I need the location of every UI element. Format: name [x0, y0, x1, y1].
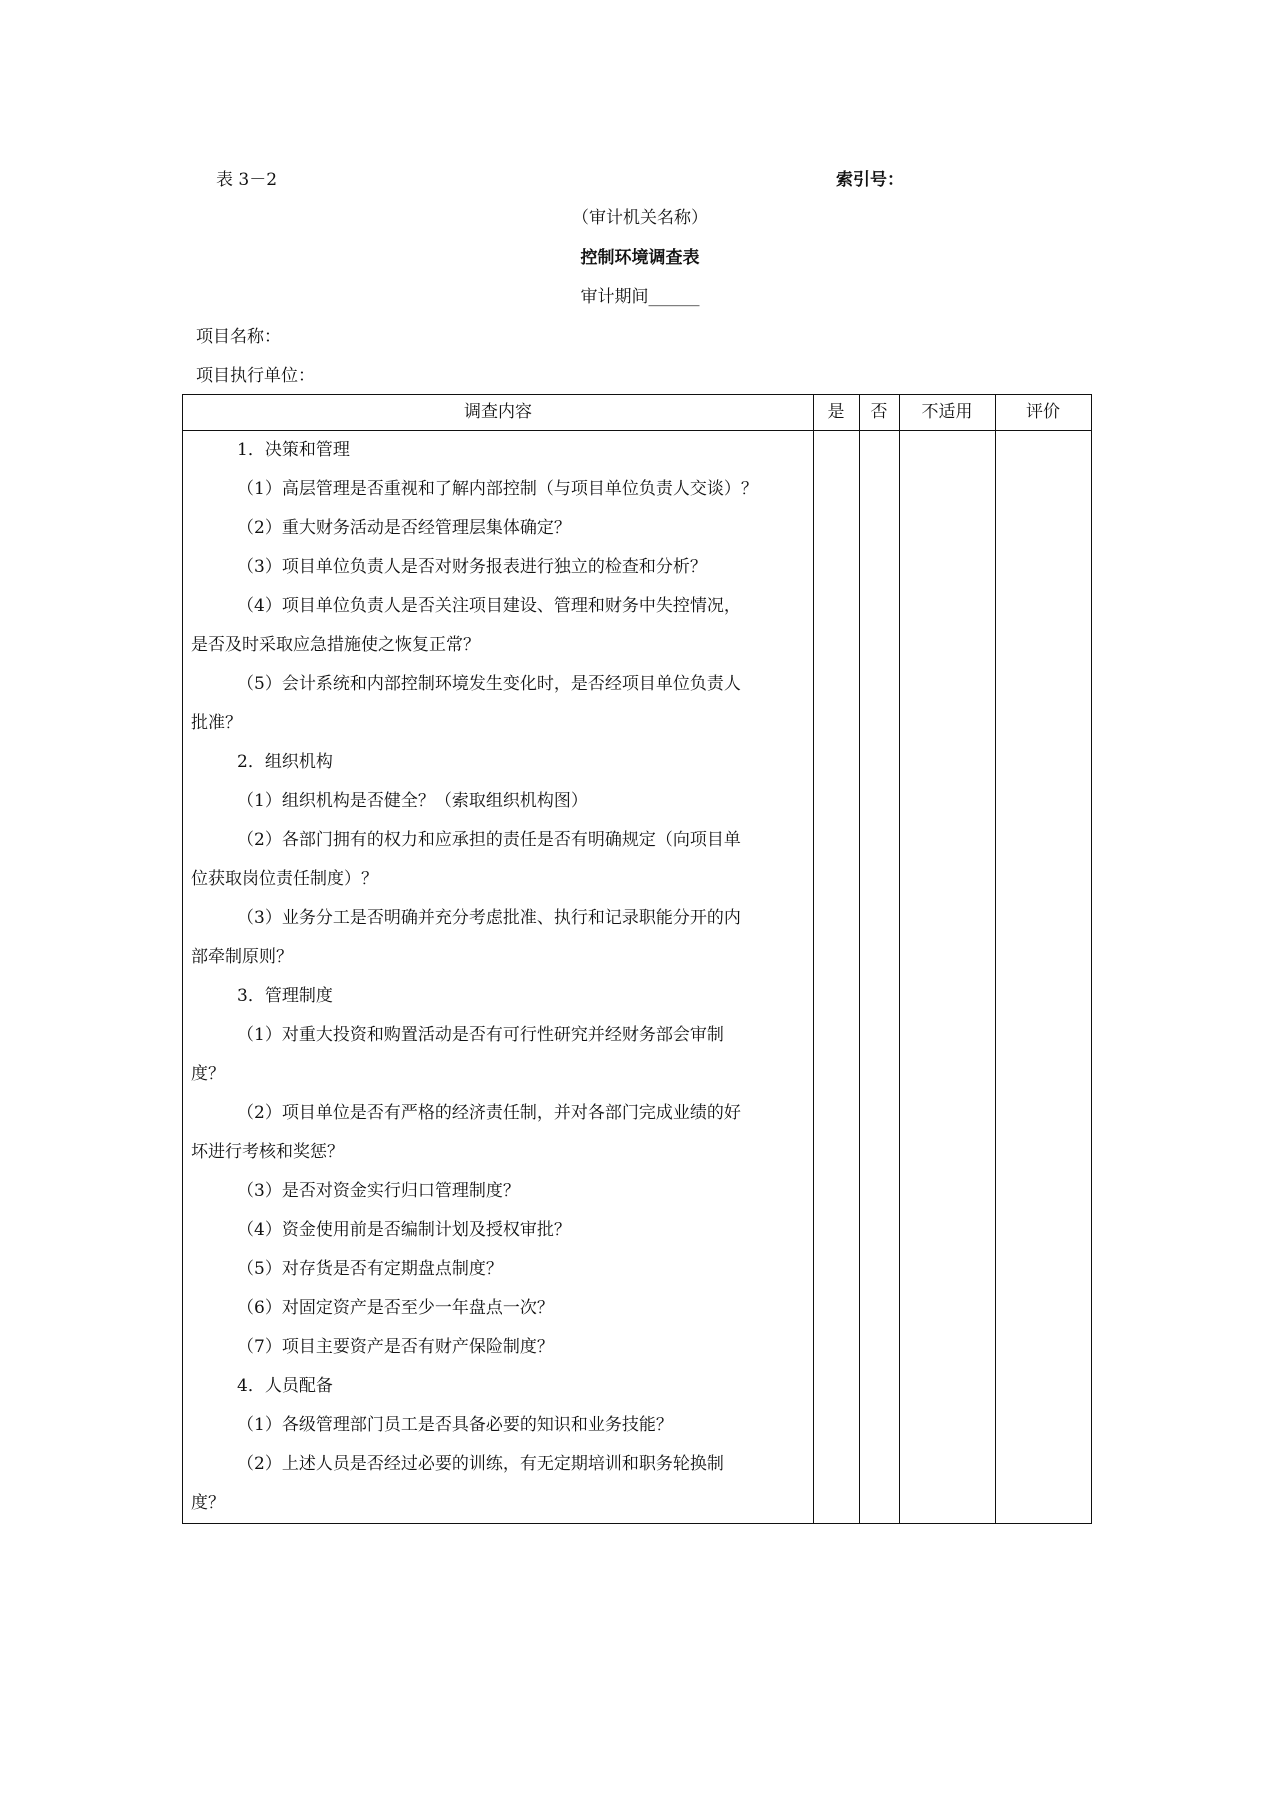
survey-question-continuation: 部牵制原则？ [191, 947, 293, 967]
header-yes: 是 [827, 402, 845, 422]
survey-content [183, 431, 811, 1523]
section-heading: 2．组织机构 [237, 752, 333, 772]
survey-question: （4）项目单位负责人是否关注项目建设、管理和财务中失控情况， [237, 596, 741, 616]
survey-question: （7）项目主要资产是否有财产保险制度？ [237, 1337, 554, 1357]
header-not-applicable: 不适用 [921, 402, 973, 422]
survey-question: （5）会计系统和内部控制环境发生变化时，是否经项目单位负责人 [237, 674, 741, 694]
col-divider [859, 395, 860, 1523]
agency-name: （审计机关名称） [572, 208, 708, 228]
survey-question: （4）资金使用前是否编制计划及授权审批？ [237, 1220, 571, 1240]
audit-period: 审计期间______ [580, 287, 700, 307]
survey-question: （2）上述人员是否经过必要的训练，有无定期培训和职务轮换制 [237, 1454, 724, 1474]
survey-question: （1）各级管理部门员工是否具备必要的知识和业务技能？ [237, 1415, 673, 1435]
col-divider [995, 395, 996, 1523]
col-divider [813, 395, 814, 1523]
header-evaluation: 评价 [1026, 402, 1060, 422]
project-unit-label: 项目执行单位： [196, 366, 315, 386]
survey-question: （3）业务分工是否明确并充分考虑批准、执行和记录职能分开的内 [237, 908, 741, 928]
survey-question: （2）项目单位是否有严格的经济责任制，并对各部门完成业绩的好 [237, 1103, 741, 1123]
survey-question: （1）组织机构是否健全？（索取组织机构图） [237, 791, 588, 811]
survey-question-continuation: 度？ [191, 1493, 225, 1513]
survey-question: （2）各部门拥有的权力和应承担的责任是否有明确规定（向项目单 [237, 830, 741, 850]
survey-question: （5）对存货是否有定期盘点制度？ [237, 1259, 503, 1279]
header-no: 否 [870, 402, 888, 422]
table-number: 表 3－2 [216, 170, 278, 190]
survey-table [182, 394, 1092, 1524]
survey-question-continuation: 位获取岗位责任制度）？ [191, 869, 378, 889]
survey-question: （3）项目单位负责人是否对财务报表进行独立的检查和分析？ [237, 557, 707, 577]
project-name-label: 项目名称： [196, 327, 281, 347]
section-heading: 3．管理制度 [237, 986, 333, 1006]
survey-question-continuation: 度？ [191, 1064, 225, 1084]
survey-question-continuation: 批准？ [191, 713, 242, 733]
section-heading: 1．决策和管理 [237, 440, 350, 460]
section-heading: 4．人员配备 [237, 1376, 333, 1396]
survey-question: （3）是否对资金实行归口管理制度？ [237, 1181, 520, 1201]
page-title: 控制环境调查表 [580, 248, 700, 268]
header-content: 调查内容 [464, 402, 532, 422]
survey-question: （2）重大财务活动是否经管理层集体确定？ [237, 518, 571, 538]
survey-question: （1）对重大投资和购置活动是否有可行性研究并经财务部会审制 [237, 1025, 724, 1045]
index-number-label: 索引号： [836, 170, 904, 190]
survey-question-continuation: 是否及时采取应急措施使之恢复正常？ [191, 635, 480, 655]
survey-question: （6）对固定资产是否至少一年盘点一次？ [237, 1298, 554, 1318]
col-divider [899, 395, 900, 1523]
survey-question: （1）高层管理是否重视和了解内部控制（与项目单位负责人交谈）？ [237, 479, 758, 499]
survey-question-continuation: 坏进行考核和奖惩？ [191, 1142, 344, 1162]
